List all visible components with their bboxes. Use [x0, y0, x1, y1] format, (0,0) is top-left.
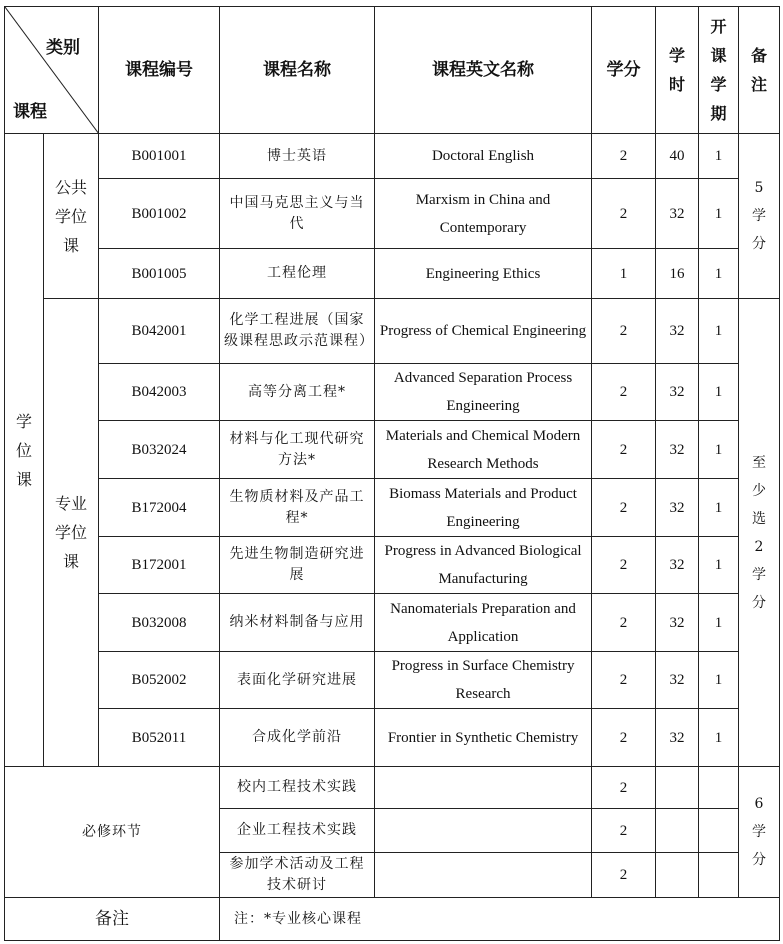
course-code: B032008	[99, 594, 220, 652]
group-degree: 学位课	[5, 134, 44, 767]
course-credits: 2	[592, 479, 656, 537]
required-name: 参加学术活动及工程技术研讨	[220, 853, 375, 898]
course-credits: 2	[592, 537, 656, 594]
course-semester: 1	[699, 364, 739, 421]
course-credits: 2	[592, 134, 656, 179]
course-row	[5, 594, 780, 652]
course-english-name: Materials and Chemical Modern Research Methods	[375, 421, 592, 479]
course-name: 材料与化工现代研究方法*	[220, 421, 375, 479]
course-english-name: Progress in Advanced Biological Manufacturing	[375, 537, 592, 594]
course-credits: 1	[592, 249, 656, 299]
course-semester: 1	[699, 537, 739, 594]
course-semester: 1	[699, 709, 739, 767]
header-remarks: 备注	[739, 7, 780, 134]
course-english-name: Engineering Ethics	[375, 249, 592, 299]
group-public: 公共学位课	[44, 134, 99, 299]
course-code: B032024	[99, 421, 220, 479]
required-name: 校内工程技术实践	[220, 767, 375, 809]
header-semester: 开课学期	[699, 7, 739, 134]
required-note: 6学分	[739, 767, 780, 898]
header-code: 课程编号	[99, 7, 220, 134]
course-hours: 32	[656, 179, 699, 249]
remarks-label: 备注	[5, 898, 220, 941]
remarks-text: 注：*专业核心课程	[220, 898, 780, 941]
header-english-name: 课程英文名称	[375, 7, 592, 134]
course-row	[5, 299, 780, 364]
header-category: 类别	[46, 38, 81, 58]
required-english-name	[375, 809, 592, 853]
course-row	[5, 249, 780, 299]
course-row	[5, 134, 780, 179]
course-code: B042001	[99, 299, 220, 364]
course-hours: 32	[656, 364, 699, 421]
course-english-name: Frontier in Synthetic Chemistry	[375, 709, 592, 767]
course-semester: 1	[699, 421, 739, 479]
required-english-name	[375, 767, 592, 809]
required-semester	[699, 809, 739, 853]
course-code: B052002	[99, 652, 220, 709]
required-credits: 2	[592, 853, 656, 898]
header-credits: 学分	[592, 7, 656, 134]
header-hours: 学时	[656, 7, 699, 134]
curriculum-table	[4, 6, 780, 941]
required-credits: 2	[592, 809, 656, 853]
course-hours: 32	[656, 479, 699, 537]
course-name: 表面化学研究进展	[220, 652, 375, 709]
required-hours	[656, 809, 699, 853]
course-code: B001001	[99, 134, 220, 179]
course-name: 博士英语	[220, 134, 375, 179]
public-note: 5学分	[739, 134, 780, 299]
course-hours: 32	[656, 299, 699, 364]
course-name: 合成化学前沿	[220, 709, 375, 767]
course-hours: 32	[656, 594, 699, 652]
course-semester: 1	[699, 134, 739, 179]
course-credits: 2	[592, 421, 656, 479]
course-row	[5, 364, 780, 421]
required-row	[5, 767, 780, 809]
course-name: 纳米材料制备与应用	[220, 594, 375, 652]
header-row	[5, 7, 780, 134]
course-semester: 1	[699, 479, 739, 537]
course-row	[5, 652, 780, 709]
course-hours: 32	[656, 709, 699, 767]
course-hours: 40	[656, 134, 699, 179]
course-credits: 2	[592, 364, 656, 421]
course-semester: 1	[699, 249, 739, 299]
course-row	[5, 179, 780, 249]
course-english-name: Nanomaterials Preparation and Application	[375, 594, 592, 652]
required-semester	[699, 853, 739, 898]
required-name: 企业工程技术实践	[220, 809, 375, 853]
group-required: 必修环节	[5, 767, 220, 898]
course-name: 工程伦理	[220, 249, 375, 299]
course-english-name: Progress in Surface Chemistry Research	[375, 652, 592, 709]
course-name: 化学工程进展（国家级课程思政示范课程）	[220, 299, 375, 364]
course-code: B001005	[99, 249, 220, 299]
course-semester: 1	[699, 594, 739, 652]
course-credits: 2	[592, 652, 656, 709]
course-code: B172001	[99, 537, 220, 594]
course-credits: 2	[592, 299, 656, 364]
course-row	[5, 537, 780, 594]
course-hours: 16	[656, 249, 699, 299]
course-credits: 2	[592, 594, 656, 652]
course-credits: 2	[592, 179, 656, 249]
course-name: 先进生物制造研究进展	[220, 537, 375, 594]
course-hours: 32	[656, 652, 699, 709]
course-english-name: Marxism in China and Contemporary	[375, 179, 592, 249]
course-english-name: Progress of Chemical Engineering	[375, 299, 592, 364]
course-row	[5, 709, 780, 767]
course-code: B172004	[99, 479, 220, 537]
header-course: 课程	[13, 102, 47, 122]
course-english-name: Biomass Materials and Product Engineering	[375, 479, 592, 537]
course-english-name: Doctoral English	[375, 134, 592, 179]
course-row	[5, 421, 780, 479]
required-hours	[656, 853, 699, 898]
course-credits: 2	[592, 709, 656, 767]
required-english-name	[375, 853, 592, 898]
diagonal-header-cell	[5, 7, 99, 134]
remarks-row	[5, 898, 780, 941]
course-semester: 1	[699, 652, 739, 709]
required-semester	[699, 767, 739, 809]
course-semester: 1	[699, 299, 739, 364]
course-code: B001002	[99, 179, 220, 249]
major-note: 至少选2学分	[739, 299, 780, 767]
course-code: B042003	[99, 364, 220, 421]
course-name: 生物质材料及产品工程*	[220, 479, 375, 537]
group-major: 专业学位课	[44, 299, 99, 767]
header-name: 课程名称	[220, 7, 375, 134]
course-hours: 32	[656, 421, 699, 479]
course-english-name: Advanced Separation Process Engineering	[375, 364, 592, 421]
course-row	[5, 479, 780, 537]
course-name: 中国马克思主义与当代	[220, 179, 375, 249]
course-name: 高等分离工程*	[220, 364, 375, 421]
course-hours: 32	[656, 537, 699, 594]
required-hours	[656, 767, 699, 809]
course-semester: 1	[699, 179, 739, 249]
course-code: B052011	[99, 709, 220, 767]
required-credits: 2	[592, 767, 656, 809]
